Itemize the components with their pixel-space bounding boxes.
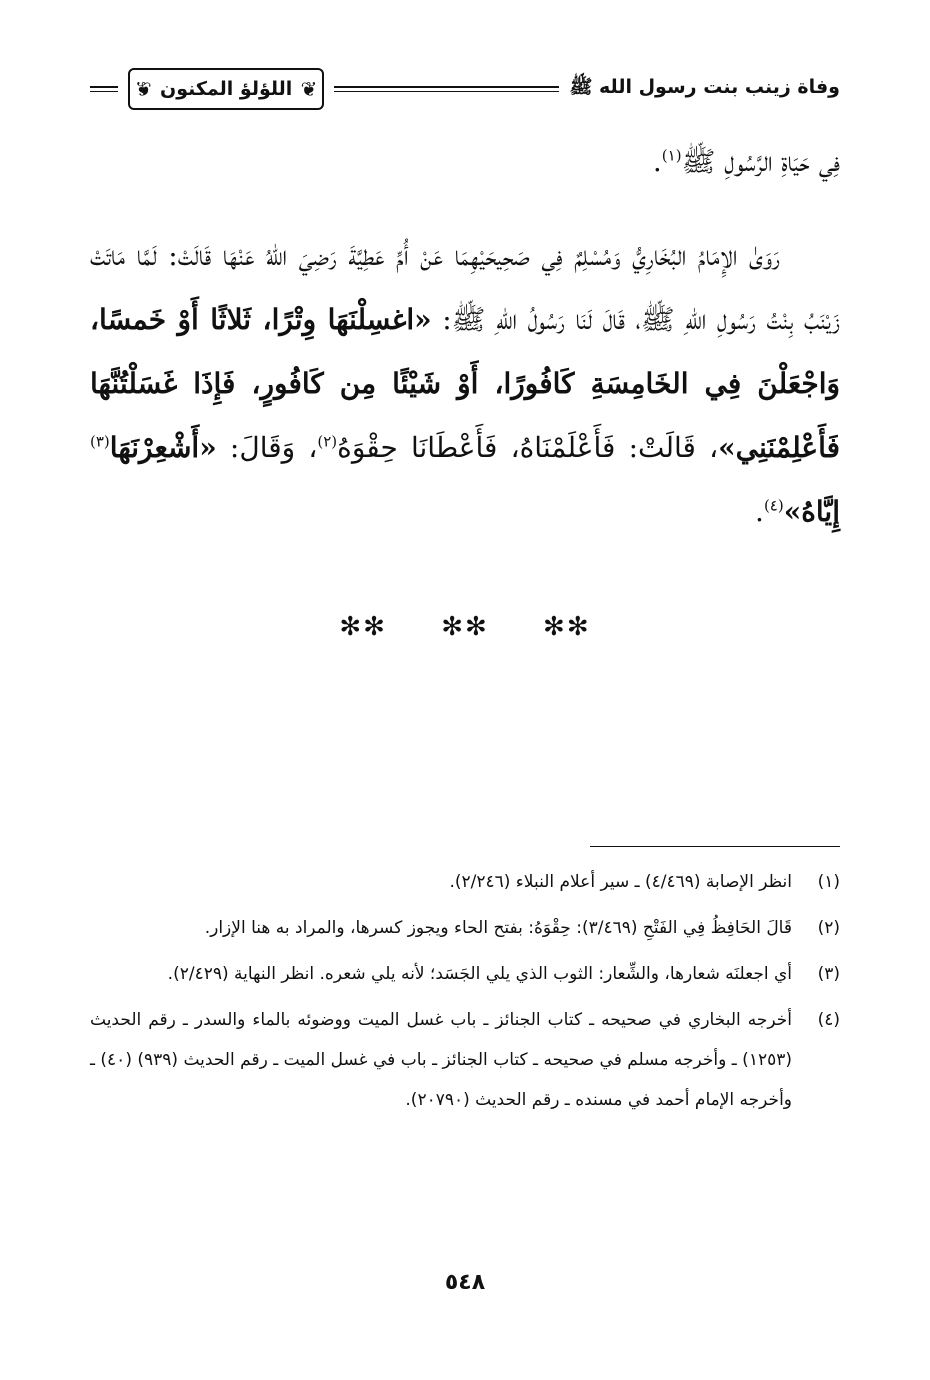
footnote-ref-4: (٤) — [763, 496, 784, 515]
paragraph-1 — [90, 130, 840, 194]
footnote-ref-3: (٣) — [90, 432, 110, 451]
footnote-number: (١) — [817, 872, 840, 892]
page-number: ٥٤٨ — [444, 1270, 486, 1295]
footnote-number: (٤) — [817, 1010, 840, 1030]
p1-end: . — [652, 145, 662, 178]
hadith-quote-2b: إِيَّاهُ» — [783, 495, 840, 528]
footnote-number: (٣) — [817, 964, 840, 984]
paragraph-2 — [90, 224, 840, 544]
p1-text: فِي حَيَاةِ الرَّسُولِ ﷺ — [681, 145, 840, 178]
footnote-text: أخرجه البخاري في صحيحه ـ كتاب الجنائز ـ باب غسل الميت ووضوئه بالماء والسدر ـ رقم الحديث (١٢٥٣) ـ وأخرجه مسلم في صحيحه ـ كتاب الجنائز ـ باب في غسل الميت ـ رقم الحديث (٩٣٩) (٤٠) ـ وأخرجه الإمام أحمد في مسنده ـ رقم الحديث (٢٠٧٩٠). — [90, 1010, 792, 1110]
footnote-1 — [90, 862, 840, 902]
footnote-text: أي اجعلنَه شعارها، والشِّعار: الثوب الذي يلي الجَسَد؛ لأنه يلي شعره. انظر النهاية (٢/٤٢٩). — [167, 964, 792, 984]
book-title-cartouche — [128, 68, 324, 110]
footnote-ref-1: (١) — [661, 146, 682, 165]
running-header — [90, 64, 840, 114]
header-right — [569, 75, 840, 103]
chapter-title: وفاة زينب بنت رسول الله ﷺ — [569, 76, 840, 98]
hadith-quote-1: «اغسِلْنَهَا وِتْرًا، ثَلاثًا أَوْ خَمسًا، وَاجْعَلْنَ فِي الخَامِسَةِ كَافُورًا، أَوْ شَيْئًا مِن كَافُورٍ، فَإِذَا غَسَلْتُنَّهَا فَأَعْلِمْنَنِي» — [90, 303, 840, 464]
p2-mid-2: ، وَقَالَ: — [216, 431, 318, 464]
section-separator — [0, 612, 930, 642]
footnote-number: (٢) — [817, 918, 840, 938]
hadith-quote-2a: «أَشْعِرْنَهَا — [109, 431, 217, 464]
separator-star-group: ✻✻ — [339, 612, 387, 642]
footnote-text: قَالَ الحَافِظُ فِي الفَتْحِ (٣/٤٦٩): حِقْوَهُ: بفتح الحاء ويجوز كسرها، والمراد به هنا الإزار. — [204, 918, 792, 938]
separator-star-group: ✻✻ — [441, 612, 489, 642]
footnote-text: انظر الإصابة (٤/٤٦٩) ـ سير أعلام النبلاء (٢/٢٤٦). — [449, 872, 792, 892]
p2-mid-1: ، قَالَتْ: فَأَعْلَمْنَاهُ، فَأَعْطَانَا حِقْوَهُ — [337, 431, 719, 464]
header-rule — [334, 86, 559, 92]
book-title: اللؤلؤ المكنون — [160, 78, 293, 100]
footnote-ref-2: (٢) — [317, 432, 338, 451]
footnote-2 — [90, 908, 840, 948]
footnote-3 — [90, 954, 840, 994]
footnotes — [90, 862, 840, 1126]
footnote-4 — [90, 1000, 840, 1120]
header-rule-short — [90, 86, 118, 92]
main-text — [90, 130, 840, 544]
p2-end: . — [755, 495, 764, 528]
footnote-rule — [590, 846, 840, 847]
p2-intro: رَوَىٰ الإِمَامُ البُخَارِيُّ وَمُسْلِمٌ فِي صَحِيحَيْهِمَا عَنْ أُمِّ عَطِيَّةَ رَضِيَ اللهُ عَنْهَا قَالَتْ: لَمَّا مَاتَتْ زَيْنَبُ بِنْتُ رَسُولِ اللهِ ﷺ، قَالَ لَنَا رَسُولُ اللهِ ﷺ: — [90, 239, 841, 336]
separator-star-group: ✻✻ — [543, 612, 591, 642]
